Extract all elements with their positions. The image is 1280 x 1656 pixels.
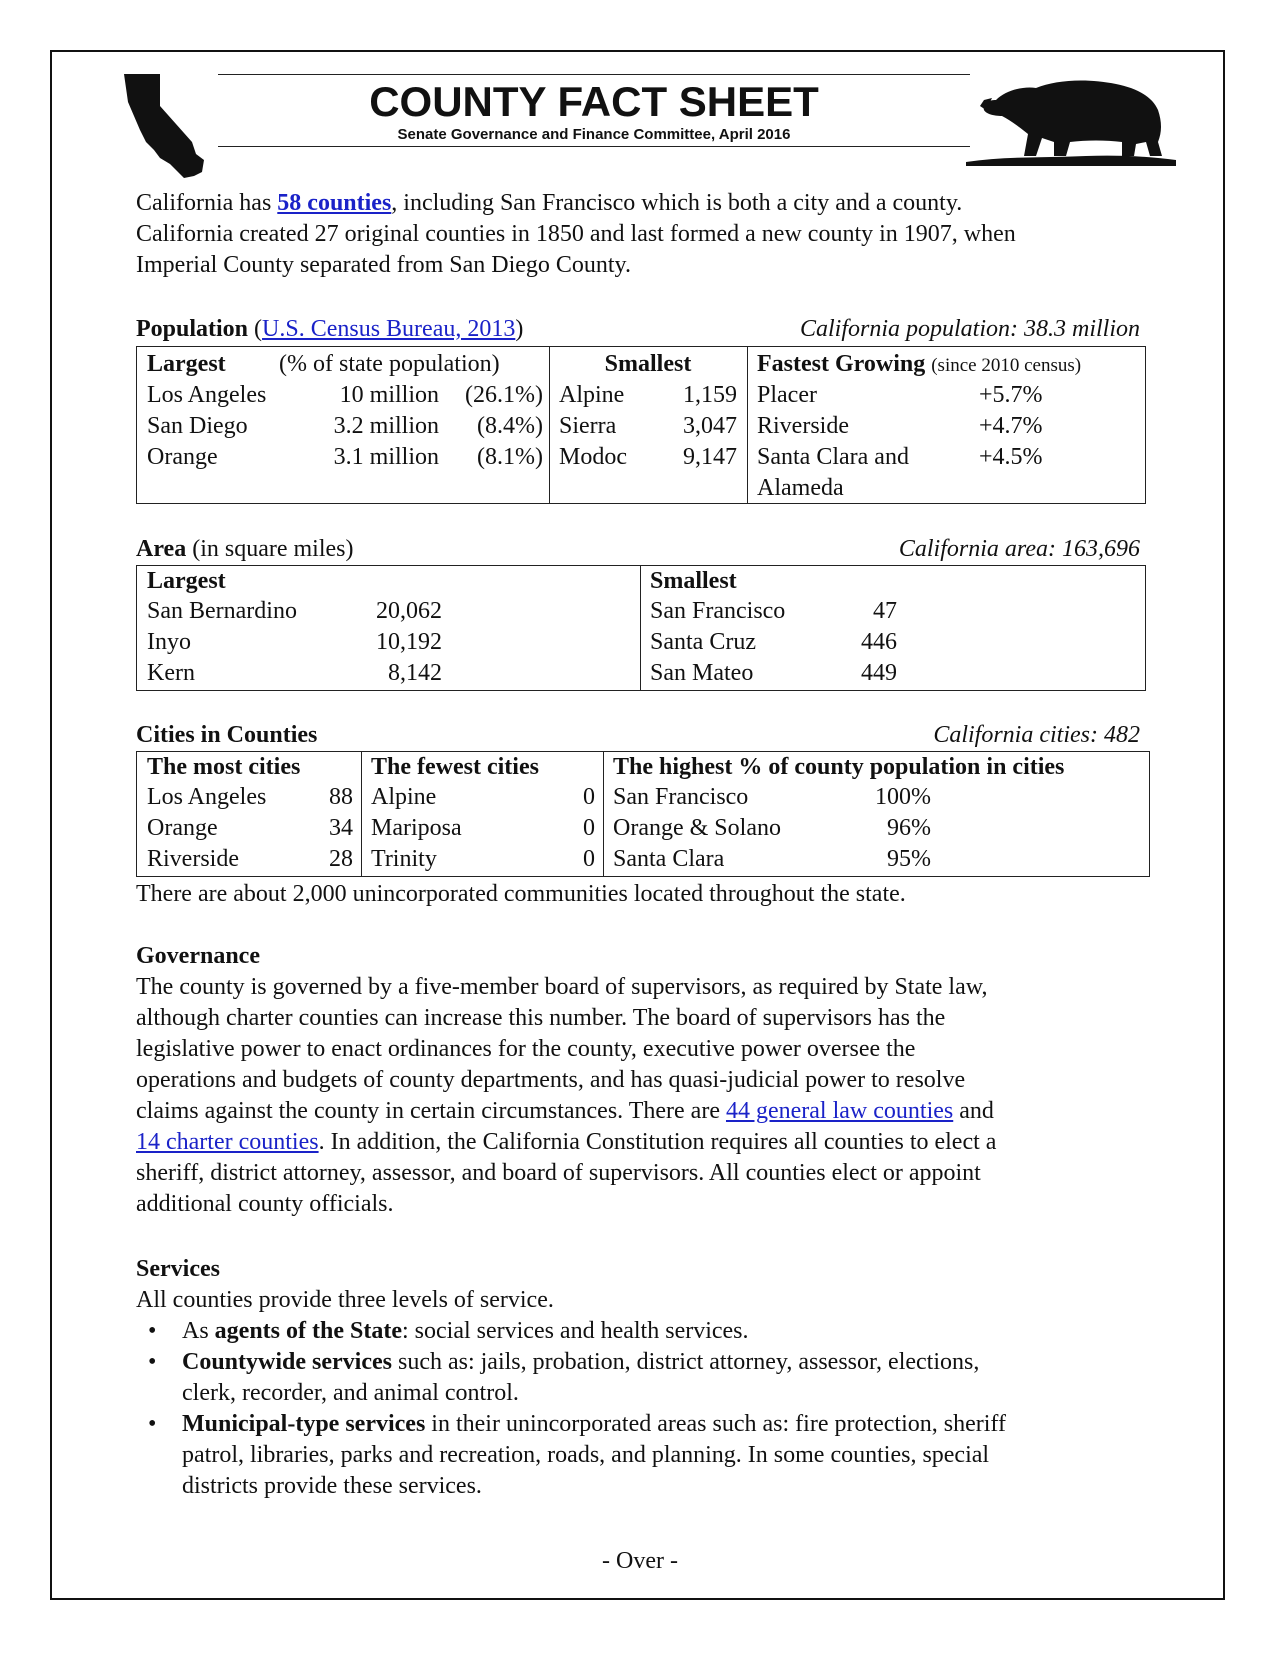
intro-line-3: Imperial County separated from San Diego County. <box>136 252 631 278</box>
table-row: Riverside <box>757 413 849 439</box>
table-row: Santa Clara and <box>757 444 909 470</box>
services-list <box>136 1316 1146 1502</box>
table-row: Los Angeles <box>147 784 267 810</box>
state-population: California population: 38.3 million <box>799 316 1140 342</box>
cities-heading: Cities in Counties <box>136 722 318 748</box>
charter-counties-link[interactable]: 14 charter counties <box>136 1129 319 1155</box>
table-row: Placer <box>757 382 817 408</box>
area-table: Largest San Bernardino 20,062 Inyo 10,192 Kern 8,142 Smallest San Francisco 47 Santa Cruz 446 San Mateo 449 <box>136 565 1146 691</box>
list-item: • Municipal-type services in their unincorporated areas such as: fire protection, sheriff patrol, libraries, parks and recreation, roads, and planning. In some counties, special districts provide these services. <box>148 1411 1006 1499</box>
table-row: Los Angeles <box>147 382 267 408</box>
page-subtitle: Senate Governance and Finance Committee, April 2016 <box>397 126 791 143</box>
population-largest-header: Largest <box>147 351 226 377</box>
counties-link[interactable]: 58 counties <box>277 190 392 216</box>
governance-heading: Governance <box>136 943 260 969</box>
cities-fewest-header: The fewest cities <box>371 754 539 780</box>
population-largest-subheader: (% of state population) <box>279 351 500 377</box>
table-row: Modoc <box>559 444 627 470</box>
table-row: Kern <box>147 660 195 686</box>
cities-most-header: The most cities <box>147 754 301 780</box>
unincorporated-note: There are about 2,000 unincorporated communities located throughout the state. <box>136 881 906 907</box>
general-law-counties-link[interactable]: 44 general law counties <box>725 1098 954 1124</box>
table-row: Alpine <box>559 382 625 408</box>
intro-paragraph <box>136 188 1146 281</box>
table-row: San Mateo <box>650 660 754 686</box>
state-cities: California cities: 482 <box>933 722 1140 748</box>
population-table: Largest (% of state population) Los Angeles 10 million (26.1%) San Diego 3.2 million (8.4%) Orange 3.1 million (8.1%) Smallest Alpine 1,159 Sierra 3,047 Modoc 9,147 Fastest Growing (since 2010 census) Placer +5.7% Riverside +4.7% Santa Clara and +4.5% Alameda <box>136 346 1146 504</box>
population-smallest-header: Smallest <box>604 351 692 377</box>
table-row: Orange <box>147 444 218 470</box>
table-row: Santa Cruz <box>650 629 756 655</box>
population-heading: Population (U.S. Census Bureau, 2013) <box>136 316 524 342</box>
header-rule-top <box>218 74 970 75</box>
page-title: COUNTY FACT SHEET <box>369 78 819 125</box>
table-row: San Francisco <box>613 784 749 810</box>
table-row: Orange & Solano <box>613 815 781 841</box>
governance-paragraph: The county is governed by a five-member board of supervisors, as required by State law, although charter counties can increase this number. The board of supervisors has the legislative power to enact ordinances for the county, executive power oversee the operations and budgets of county departments, and has quasi-judicial power to resolve claims against the county in certain circumstances. There are 44 general law counties and 14 charter counties. In addition, the California Constitution requires all counties to elect a sheriff, district attorney, assessor, and board of supervisors. All counties elect or appoint additional county officials. <box>136 974 997 1217</box>
table-row: San Diego <box>147 413 248 439</box>
table-row: Riverside <box>147 846 239 872</box>
list-item: • Countywide services such as: jails, probation, district attorney, assessor, elections, clerk, recorder, and animal control. <box>148 1349 980 1406</box>
table-row: Alameda <box>757 475 844 501</box>
table-row: Mariposa <box>371 815 462 841</box>
table-row: Sierra <box>559 413 617 439</box>
header-rule-bottom <box>218 146 970 147</box>
california-map-icon <box>120 72 212 182</box>
area-smallest-header: Smallest <box>650 568 737 594</box>
services-heading: Services <box>136 1256 220 1282</box>
population-fastest-header: Fastest Growing (since 2010 census) <box>757 351 1082 377</box>
services-intro: All counties provide three levels of service. <box>136 1287 554 1313</box>
state-area: California area: 163,696 <box>898 536 1140 562</box>
cities-highest-header: The highest % of county population in cities <box>613 754 1065 780</box>
area-largest-header: Largest <box>147 568 226 594</box>
table-row: San Bernardino <box>147 598 297 624</box>
intro-line-2: California created 27 original counties in 1850 and last formed a new county in 1907, when <box>136 221 1016 247</box>
table-row: Alpine <box>371 784 437 810</box>
list-item: • As agents of the State: social services and health services. <box>148 1318 749 1344</box>
area-heading: Area (in square miles) <box>136 536 354 562</box>
cities-table: The most cities Los Angeles 88 Orange 34 Riverside 28 The fewest cities Alpine 0 Mariposa 0 Trinity 0 The highest % of county population in cities San Francisco 100% Orange & Solano 96% Santa Clara 95% <box>136 751 1150 877</box>
table-row: Inyo <box>147 629 191 655</box>
census-link[interactable]: U.S. Census Bureau, 2013 <box>262 316 516 342</box>
intro-line-1: California has 58 counties, including San Francisco which is both a city and a county. <box>136 190 963 216</box>
table-row: Orange <box>147 815 218 841</box>
table-row: San Francisco <box>650 598 786 624</box>
table-row: Trinity <box>371 846 437 872</box>
grizzly-bear-icon <box>966 70 1176 168</box>
table-row: Santa Clara <box>613 846 725 872</box>
page-footer: - Over - <box>602 1548 678 1574</box>
